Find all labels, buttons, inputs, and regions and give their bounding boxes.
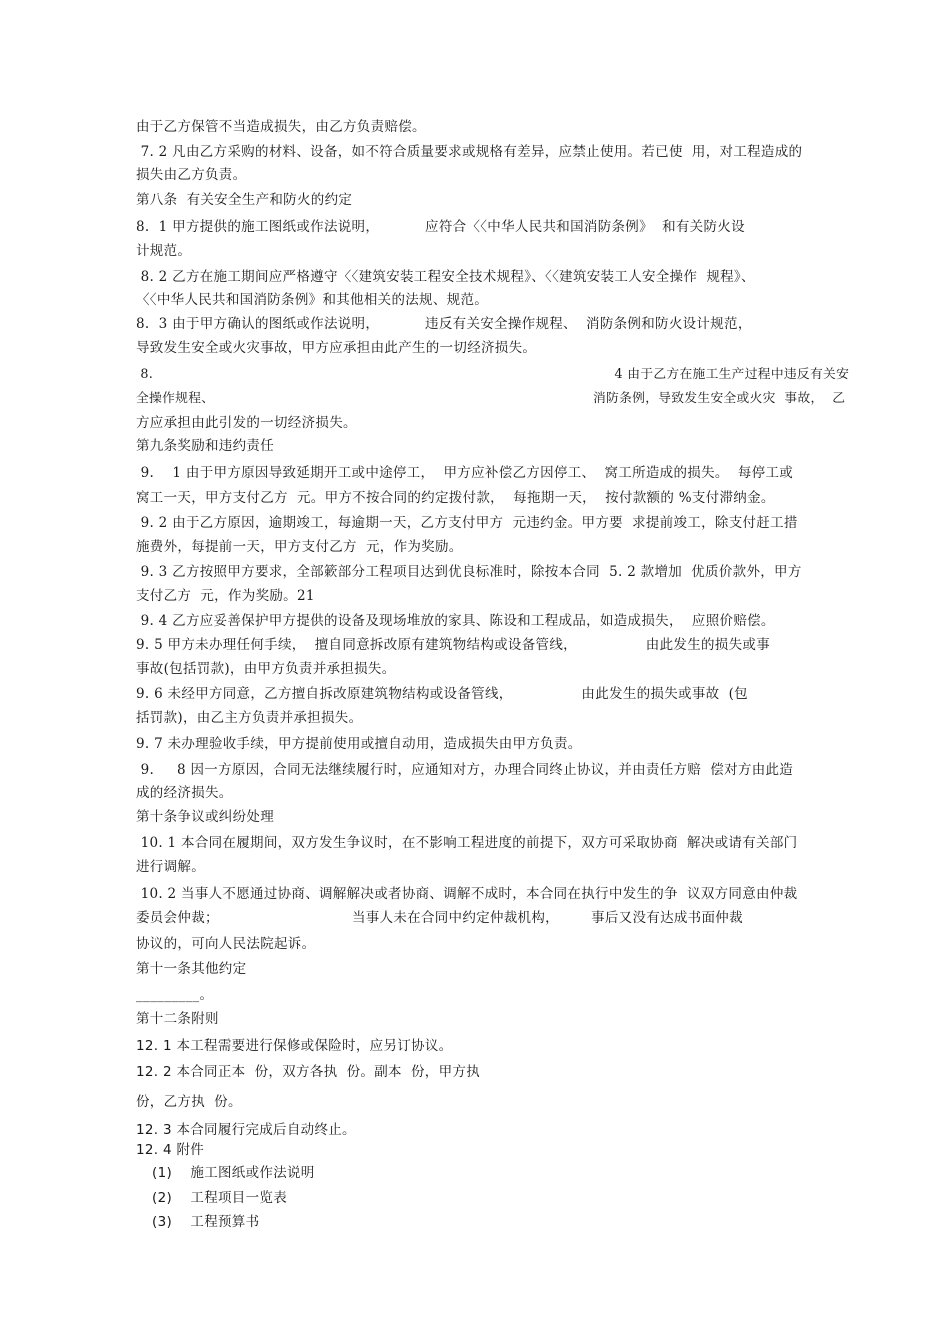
text-line: 事故(包括罚款)，由甲方负责并承担损失。 xyxy=(136,661,396,677)
text-line: 份，乙方执 份。 xyxy=(136,1094,242,1110)
text-line: 括罚款)，由乙主方负责并承担损失。 xyxy=(136,710,363,726)
text-line: 〈〈中华人民共和国消防条例》和其他相关的法规、规范。 xyxy=(136,292,489,308)
blank-fill-line: _________。 xyxy=(136,987,214,1003)
text-line: 由于乙方保管不当造成损失，由乙方负责赔偿。 xyxy=(136,119,426,135)
text-line: 窝工一天，甲方支付乙方 元。甲方不按合同的约定拨付款， 每拖期一天， 按付款额的 %支付滞纳金。 xyxy=(136,490,775,506)
clause-10-1: 10. 1 本合同在履期间，双方发生争议时，在不影响工程进度的前提下，双方可采取协商 解决或请有关部门 xyxy=(136,835,798,851)
clause-9-1: 9. 1 由于甲方原因导致延期开工或中途停工， 甲方应补偿乙方因停工、 窝工所造成的损失。 每停工或 xyxy=(136,465,794,481)
article-11-heading: 第十一条其他约定 xyxy=(136,961,247,977)
clause-9-8: 9. 8 因一方原因，合同无法继续履行时，应通知对方，办理合同终止协议，并由责任方赔 偿对方由此造 xyxy=(136,762,794,778)
text-line: 委员会仲裁； 当事人未在合同中约定仲裁机构， 事后又没有达成书面仲裁 xyxy=(136,910,743,926)
clause-12-1: 12. 1 本工程需要进行保修或保险时，应另订协议。 xyxy=(136,1038,453,1054)
text-line: 协议的，可向人民法院起诉。 xyxy=(136,936,316,952)
text-line: 导致发生安全或火灾事故，甲方应承担由此产生的一切经济损失。 xyxy=(136,340,537,356)
article-10-heading: 第十条争议或纠纷处理 xyxy=(136,809,274,825)
attachment-item: (2) 工程项目一览表 xyxy=(152,1190,287,1206)
article-9-heading: 第九条奖励和违约责任 xyxy=(136,438,274,454)
article-8-heading: 第八条 有关安全生产和防火的约定 xyxy=(136,192,353,208)
text-line: 施费外，每提前一天，甲方支付乙方 元，作为奖励。 xyxy=(136,539,463,555)
clause-9-6: 9. 6 未经甲方同意，乙方擅自拆改原建筑物结构或设备管线， 由此发生的损失或事故 (包 xyxy=(136,686,748,702)
article-12-heading: 第十二条附则 xyxy=(136,1011,219,1027)
attachment-item: (3) 工程预算书 xyxy=(152,1214,260,1230)
clause-8-4: 8. 4 由于乙方在施工生产过程中违反有关安 xyxy=(136,367,850,382)
clause-12-2: 12. 2 本合同正本 份，双方各执 份。副本 份，甲方执 xyxy=(136,1064,480,1080)
text-line: 计规范。 xyxy=(136,243,192,259)
text-line: 成的经济损失。 xyxy=(136,785,233,801)
clause-9-3: 9. 3 乙方按照甲方要求，全部簌部分工程项目达到优良标准时，除按本合同 5. 2 款增加 优质价款外，甲方 xyxy=(136,564,802,580)
text-line: 全操作规程、 消防条例，导致发生安全或火灾 事故， 乙 xyxy=(136,391,846,406)
clause-10-2: 10. 2 当事人不愿通过协商、调解解决或者协商、调解不成时，本合同在执行中发生的争 议双方同意由仲裁 xyxy=(136,886,798,902)
text-line: 方应承担由此引发的一切经济损失。 xyxy=(136,415,357,431)
clause-9-4: 9. 4 乙方应妥善保护甲方提供的设备及现场堆放的家具、陈设和工程成品，如造成损失， 应照价赔偿。 xyxy=(136,613,775,629)
clause-12-3: 12. 3 本合同履行完成后自动终止。 xyxy=(136,1122,356,1138)
clause-9-5: 9. 5 甲方未办理任何手续， 擅自同意拆改原有建筑物结构或设备管线， 由此发生的损失或事 xyxy=(136,637,771,653)
text-line: 进行调解。 xyxy=(136,859,205,875)
text-line: 支付乙方 元，作为奖励。21 xyxy=(136,588,315,604)
clause-8-1: 8. 1 甲方提供的施工图纸或作法说明， 应符合〈〈中华人民共和国消防条例》 和有关防火设 xyxy=(136,219,745,235)
clause-8-3: 8. 3 由于甲方确认的图纸或作法说明， 违反有关安全操作规程、 消防条例和防火设计规范， xyxy=(136,316,752,332)
text-line: 损失由乙方负责。 xyxy=(136,167,247,183)
clause-12-4: 12. 4 附件 xyxy=(136,1142,205,1158)
clause-8-2: 8. 2 乙方在施工期间应严格遵守〈〈建筑安装工程安全技术规程》、〈〈建筑安装工人安全操作 规程》、 xyxy=(136,269,755,285)
clause-9-7: 9. 7 未办理验收手续，甲方提前使用或擅自动用，造成损失由甲方负责。 xyxy=(136,736,582,752)
clause-9-2: 9. 2 由于乙方原因，逾期竣工，每逾期一天，乙方支付甲方 元违约金。甲方要 求提前竣工，除支付赶工措 xyxy=(136,515,798,531)
clause-7-2: 7. 2 凡由乙方采购的材料、设备，如不符合质量要求或规格有差异，应禁止使用。若已使 用，对工程造成的 xyxy=(136,144,803,160)
attachment-item: (1) 施工图纸或作法说明 xyxy=(152,1165,315,1181)
